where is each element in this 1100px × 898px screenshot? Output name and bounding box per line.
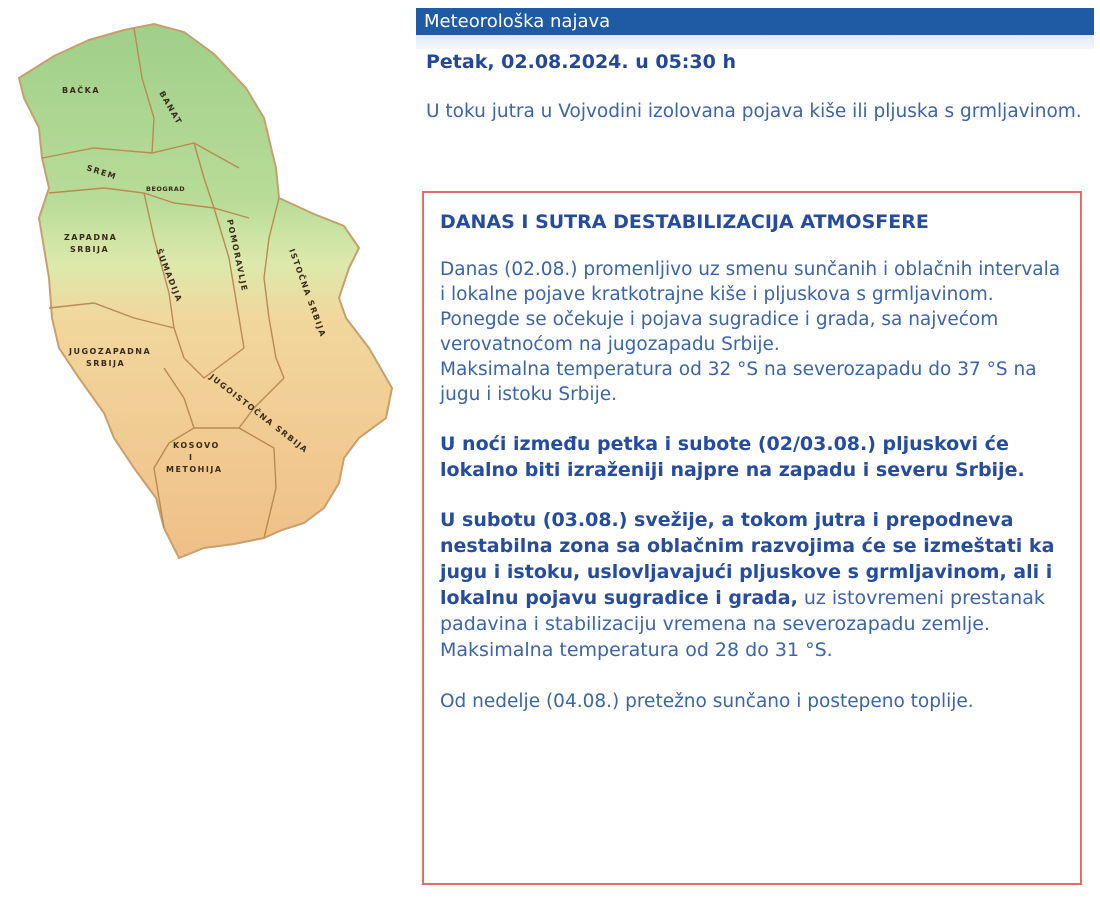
- forecast-date: Petak, 02.08.2024. u 05:30 h: [426, 51, 736, 73]
- warning-title: DANAS I SUTRA DESTABILIZACIJA ATMOSFERE: [440, 211, 929, 233]
- region-label-jugozapadna-1: JUGOZAPADNA: [69, 347, 152, 356]
- region-label-sumadija: ŠUMADIJA: [154, 247, 184, 304]
- header-underline: [416, 35, 1094, 49]
- saturday-rest-text: uz istovremeni prestanak padavina i stabilizaciju vremena na severozapadu zemlje. Maksimalna temperatura od 28 do 31 °S.: [440, 587, 1045, 661]
- region-label-jugoistocna: JUGOISTOČNA SRBIJA: [207, 372, 310, 456]
- panel-header: Meteorološka najava: [416, 8, 1094, 35]
- serbia-regions-map: [14, 18, 402, 563]
- saturday-forecast: [440, 507, 1064, 663]
- saturday-bold-text: U subotu (03.08.) svežije, a tokom jutra i prepodneva nestabilna zona sa oblačnim razvojima će se izmeštati ka jugu i istoku, uslovljavajući pljuskove s grmljavinom, ali i lokalnu pojavu sugradice i grada,: [440, 509, 1055, 609]
- serbia-outline: [19, 24, 392, 558]
- region-label-backa: BAČKA: [62, 86, 101, 95]
- forecast-intro: U toku jutra u Vojvodini izolovana pojava kiše ili pljuska s grmljavinom.: [426, 101, 1082, 122]
- region-label-banat: BANAT: [157, 89, 184, 127]
- today-temperature: Maksimalna temperatura od 32 °S na severozapadu do 37 °S na jugu i istoku Srbije.: [440, 359, 1037, 405]
- sunday-forecast: Od nedelje (04.08.) pretežno sunčano i postepeno toplije.: [440, 691, 974, 712]
- today-forecast: Danas (02.08.) promenljivo uz smenu sunčanih i oblačnih intervala i lokalne pojave kratkotrajne kiše i pljuskova s grmljavinom. Ponegde se očekuje i pojava sugradice i grada, sa najvećom verovatnoćom na jugozapadu Srbije.: [440, 259, 1061, 355]
- warning-box: [422, 191, 1082, 885]
- night-forecast: U noći između petka i subote (02/03.08.) pljuskovi će lokalno biti izraženiji najpre na zapadu i severu Srbije.: [440, 433, 1025, 481]
- region-label-istocna-srbija: ISTOČNA SRBIJA: [287, 247, 328, 339]
- region-label-kosovo-2: I: [189, 453, 194, 462]
- region-label-srem: SREM: [85, 163, 118, 182]
- region-label-zapadna-2: SRBIJA: [70, 245, 110, 254]
- region-label-kosovo-3: METOHIJA: [166, 465, 223, 474]
- region-label-pomoravlje: POMORAVLJE: [225, 218, 250, 293]
- region-label-jugozapadna-2: SRBIJA: [86, 359, 126, 368]
- region-label-beograd: BEOGRAD: [146, 185, 186, 193]
- forecast-panel: [416, 8, 1094, 125]
- region-label-zapadna-1: ZAPADNA: [64, 233, 118, 242]
- region-label-kosovo-1: KOSOVO: [173, 441, 220, 450]
